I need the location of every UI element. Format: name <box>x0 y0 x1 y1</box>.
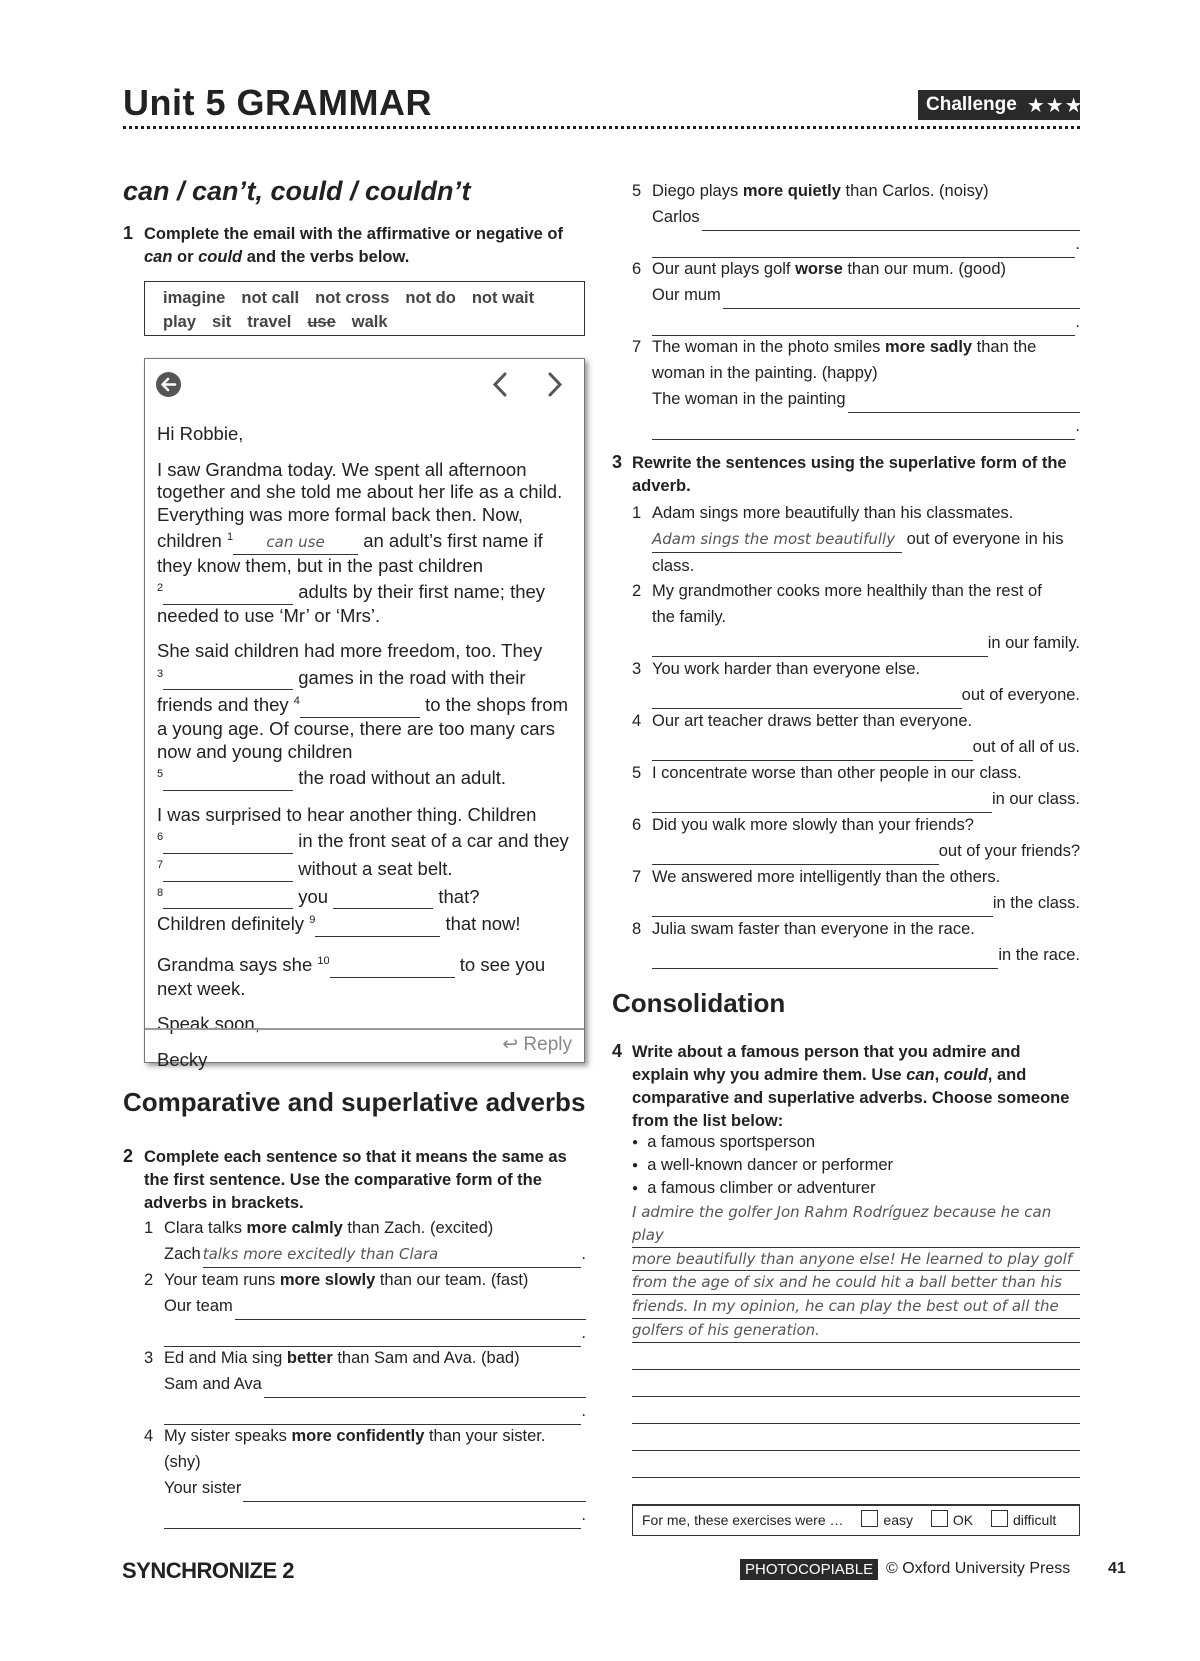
item-text: The woman in the photo smiles <box>652 338 885 356</box>
gap-8a[interactable] <box>163 886 293 910</box>
email-paragraph-2 <box>157 640 577 790</box>
q4-instruction <box>632 1041 1080 1133</box>
gap-number: 6 <box>157 831 164 844</box>
back-arrow-icon[interactable] <box>155 371 182 398</box>
checkbox-easy[interactable] <box>861 1510 878 1527</box>
answer-line[interactable] <box>264 1371 586 1398</box>
chevron-left-icon[interactable] <box>490 371 510 398</box>
email-text: games in the road with their friends and they <box>157 666 526 716</box>
item-number: 3 <box>632 660 642 678</box>
item-start: The woman in the painting <box>652 390 846 408</box>
item-end: out of all of us. <box>972 738 1080 756</box>
gap-number: 9 <box>309 914 316 927</box>
handwritten-answer: Adam sings the most beautifully <box>652 530 896 548</box>
answer-line[interactable] <box>652 413 1075 440</box>
answer-line[interactable] <box>652 682 962 709</box>
item-text: Clara talks <box>164 1219 247 1237</box>
email-text: that? <box>438 885 480 907</box>
bullet-icon: ● <box>632 1137 639 1148</box>
writing-line: golfers of his generation. <box>632 1319 1080 1343</box>
item-end: in the class. <box>992 894 1080 912</box>
feedback-prompt: For me, these exercises were … <box>642 1512 844 1528</box>
item-start: Sam and Ava <box>164 1375 262 1393</box>
q3-item-8 <box>632 916 1080 969</box>
q1-instruction-or: or <box>172 248 199 266</box>
item-start: Your sister <box>164 1479 242 1497</box>
synchronize-logo: SYNCHRONIZE 2 <box>122 1558 294 1583</box>
q3-item-5 <box>632 760 1080 813</box>
gap-8b[interactable] <box>333 886 433 910</box>
item-end: out of everyone in his <box>906 530 1064 548</box>
q3-item-7 <box>632 864 1080 917</box>
item-text: My grandmother cooks more healthily than the rest of <box>652 582 1042 600</box>
writing-line: from the age of six and he could hit a ball better than his <box>632 1271 1080 1295</box>
email-closing: Speak soon, <box>157 1013 260 1035</box>
answer-line[interactable] <box>203 1241 582 1268</box>
bullet-text: a famous sportsperson <box>647 1133 816 1151</box>
item-text: (shy) <box>164 1453 201 1471</box>
email-text: She said children had more freedom, too. They <box>157 640 543 662</box>
checkbox-difficult[interactable] <box>991 1510 1008 1527</box>
email-text: without a seat belt. <box>298 858 453 880</box>
item-text: We answered more intelligently than the others. <box>652 868 1001 886</box>
answer-line[interactable] <box>652 942 998 969</box>
answer-line[interactable] <box>848 386 1080 413</box>
item-end: out of your friends? <box>938 842 1080 860</box>
q2-item-6: 6 Our aunt plays golf worse than our mum. (good) Our mum . <box>632 256 1080 336</box>
item-number: 7 <box>632 868 642 886</box>
email-signature: Becky <box>157 1048 208 1070</box>
item-text: Our aunt plays golf <box>652 260 796 278</box>
item-text: than the <box>972 338 1037 356</box>
q3-number: 3 <box>612 452 623 472</box>
gap-number: 4 <box>293 695 300 708</box>
word: play <box>163 313 197 331</box>
gap-1-answer: can use <box>266 533 325 552</box>
answer-line[interactable] <box>652 526 902 553</box>
word-box <box>144 281 585 336</box>
email-greeting: Hi Robbie, <box>157 423 244 444</box>
q4-instruction-can: can <box>906 1066 935 1084</box>
challenge-stars: ★★★ <box>1026 94 1084 117</box>
answer-line[interactable] <box>702 204 1080 231</box>
email-text: that now! <box>445 913 521 935</box>
bullet-icon: ● <box>632 1183 639 1194</box>
gap-number: 3 <box>157 667 164 680</box>
q1-instruction-could: could <box>198 248 243 266</box>
item-text: Adam sings more beautifully than his classmates. <box>652 504 1014 522</box>
item-number: 6 <box>632 260 642 278</box>
feedback-box <box>632 1505 1080 1536</box>
challenge-badge <box>918 90 1084 120</box>
answer-line[interactable] <box>652 838 939 865</box>
item-text: than Carlos. (noisy) <box>840 182 989 200</box>
word: travel <box>247 313 292 331</box>
email-window <box>144 358 585 1070</box>
gap-1[interactable] <box>233 530 358 555</box>
answer-line[interactable] <box>243 1475 586 1502</box>
word: not wait <box>471 289 535 307</box>
item-text: Diego plays <box>652 182 743 200</box>
email-text: to the shops from a young age. Of course, there are too many cars now and young children <box>157 694 568 762</box>
chevron-right-icon[interactable] <box>545 371 565 398</box>
item-number: 4 <box>144 1427 154 1445</box>
gap-4[interactable] <box>300 695 420 719</box>
item-number: 5 <box>632 764 642 782</box>
writing-line: more beautifully than anyone else! He learned to play golf <box>632 1248 1080 1272</box>
item-bold: more confidently <box>291 1427 425 1445</box>
q2-item-3: 3 Ed and Mia sing better than Sam and Ava. (bad) Sam and Ava . <box>144 1345 586 1425</box>
item-start: Zach <box>164 1245 201 1263</box>
list-item <box>632 1154 893 1177</box>
answer-line[interactable] <box>652 630 988 657</box>
item-start: Our team <box>164 1297 233 1315</box>
item-bold: more calmly <box>246 1219 343 1237</box>
email-text: Grandma says she <box>157 954 313 976</box>
item-bold: more quietly <box>742 182 841 200</box>
section2-heading: Comparative and superlative adverbs <box>123 1087 586 1117</box>
gap-6[interactable] <box>163 830 293 854</box>
writing-line <box>632 1370 1080 1397</box>
email-text: I saw Grandma today. We spent all afternoon together and she told me about her life as a child. Everything was more formal back then. Now, children <box>157 458 563 552</box>
item-text: Your team runs <box>164 1271 280 1289</box>
checkbox-ok[interactable] <box>931 1510 948 1527</box>
writing-line: friends. In my opinion, he can play the best out of all the <box>632 1295 1080 1319</box>
item-number: 2 <box>144 1271 154 1289</box>
item-end: in our family. <box>987 634 1080 652</box>
item-text: than your sister. <box>424 1427 546 1445</box>
page-number: 41 <box>1108 1560 1126 1577</box>
reply-button[interactable] <box>145 1028 584 1062</box>
item-text: than Zach. (excited) <box>342 1219 494 1237</box>
q1-instruction <box>144 223 584 269</box>
item-end: in the race. <box>998 946 1080 964</box>
q3-item-6 <box>632 812 1080 865</box>
item-text: than our team. (fast) <box>375 1271 529 1289</box>
gap-7[interactable] <box>163 858 293 882</box>
gap-number: 1 <box>226 531 234 543</box>
item-number: 7 <box>632 338 642 356</box>
reply-label: Reply <box>523 1034 572 1055</box>
gap-number: 5 <box>157 768 164 781</box>
challenge-label: Challenge <box>926 94 1017 115</box>
q4-instruction-comma: , <box>934 1066 944 1084</box>
word: not do <box>405 289 456 307</box>
email-text: to see you next week. <box>157 954 546 999</box>
photocopiable-badge: PHOTOCOPIABLE <box>740 1559 878 1580</box>
q2-instruction: Complete each sentence so that it means the same as the first sentence. Use the comparative form of the adverbs in brackets. <box>144 1148 567 1212</box>
email-text: I was surprised to hear another thing. Children <box>157 803 537 825</box>
email-paragraph-4 <box>157 950 577 1000</box>
item-text: Ed and Mia sing <box>164 1349 287 1367</box>
answer-line[interactable] <box>164 1398 581 1425</box>
writing-line <box>632 1451 1080 1478</box>
q2-item-2: 2 Your team runs more slowly than our team. (fast) Our team . <box>144 1267 586 1347</box>
item-number: 4 <box>632 712 642 730</box>
q3-item-3 <box>632 656 1080 709</box>
item-start: Our mum <box>652 286 721 304</box>
answer-line[interactable] <box>652 231 1075 258</box>
word: imagine <box>163 289 226 307</box>
word: walk <box>351 313 388 331</box>
answer-line[interactable] <box>164 1502 581 1529</box>
option-label: easy <box>883 1512 913 1528</box>
consolidation-heading: Consolidation <box>612 988 786 1018</box>
item-number: 5 <box>632 182 642 200</box>
reply-icon: ↩ <box>502 1034 519 1055</box>
item-text: Julia swam faster than everyone in the race. <box>652 920 975 938</box>
answer-line[interactable] <box>235 1293 586 1320</box>
gap-number: 7 <box>157 858 164 871</box>
answer-line[interactable] <box>164 1320 581 1347</box>
item-number: 8 <box>632 920 642 938</box>
writing-line <box>632 1424 1080 1451</box>
email-text: an adult’s first name if they know them, but in the past children <box>157 530 543 576</box>
q1-instruction-text: Complete the email with the affirmative or negative of <box>144 225 564 243</box>
q2-item-5: 5 Diego plays more quietly than Carlos. (noisy) Carlos . <box>632 178 1080 258</box>
q3-item-2 <box>632 578 1080 657</box>
item-text: I concentrate worse than other people in our class. <box>652 764 1022 782</box>
answer-line[interactable] <box>652 786 992 813</box>
writing-line <box>632 1478 1080 1505</box>
gap-number: 2 <box>157 582 164 595</box>
item-bold: better <box>286 1349 333 1367</box>
item-end: in our class. <box>991 790 1080 808</box>
email-text: adults by their first name; they needed to use ‘Mr’ or ‘Mrs’. <box>157 581 546 626</box>
item-bold: more slowly <box>279 1271 376 1289</box>
copyright: © Oxford University Press <box>886 1560 1071 1577</box>
item-number: 1 <box>144 1219 154 1237</box>
gap-number: 8 <box>157 886 164 899</box>
email-text: Children definitely <box>157 913 305 935</box>
item-end: out of everyone. <box>961 686 1080 704</box>
q3-item-4 <box>632 708 1080 761</box>
item-number: 2 <box>632 582 642 600</box>
word: not call <box>241 289 300 307</box>
handwritten-answer: talks more excitedly than Clara <box>202 1245 439 1263</box>
answer-line[interactable] <box>723 282 1080 309</box>
email-text: in the front seat of a car and they <box>298 830 569 852</box>
q4-instruction-end: , and comparative and superlative adverbs. Choose someone from the list below: <box>632 1066 1070 1130</box>
q2-item-4: 4 My sister speaks more confidently than your sister. (shy) Your sister . <box>144 1423 586 1529</box>
item-text: the family. <box>652 608 726 626</box>
word: sit <box>212 313 232 331</box>
email-paragraph-1 <box>157 459 577 628</box>
list-item <box>632 1131 893 1154</box>
writing-line <box>632 1343 1080 1370</box>
item-text: You work harder than everyone else. <box>652 660 921 678</box>
q2-item-7: 7 The woman in the photo smiles more sadly than the woman in the painting. (happy) The woman in the painting . <box>632 334 1080 440</box>
page-title: Unit 5 GRAMMAR <box>123 82 432 123</box>
word: not cross <box>315 289 390 307</box>
item-text: than our mum. (good) <box>842 260 1007 278</box>
writing-line <box>632 1397 1080 1424</box>
item-number: 3 <box>144 1349 154 1367</box>
email-body <box>157 423 577 1084</box>
item-text: woman in the painting. (happy) <box>652 364 878 382</box>
q2-number: 2 <box>123 1146 134 1166</box>
q1-instruction-end: and the verbs below. <box>242 248 410 266</box>
item-text: than Sam and Ava. (bad) <box>332 1349 520 1367</box>
gap-5[interactable] <box>163 767 293 791</box>
q3-instruction: Rewrite the sentences using the superlative form of the adverb. <box>632 454 1067 495</box>
word-row-1 <box>163 286 566 310</box>
item-number: 6 <box>632 816 642 834</box>
item-text: Our art teacher draws better than everyone. <box>652 712 973 730</box>
answer-line[interactable] <box>652 890 993 917</box>
answer-line[interactable] <box>652 309 1075 336</box>
q4-instruction-could: could <box>943 1066 988 1084</box>
q2-item-1: 1 Clara talks more calmly than Zach. (excited) Zach talks more excitedly than Clara . <box>144 1215 586 1268</box>
writing-line: I admire the golfer Jon Rahm Rodríguez because he can play <box>632 1201 1080 1248</box>
email-text: you <box>298 885 329 907</box>
answer-line[interactable] <box>652 734 973 761</box>
bullet-text: a well-known dancer or performer <box>647 1156 893 1174</box>
option-label: difficult <box>1013 1512 1057 1528</box>
item-end: class. <box>652 557 695 575</box>
gap-2[interactable] <box>163 581 293 605</box>
bullet-icon: ● <box>632 1160 639 1171</box>
item-text: Did you walk more slowly than your friends? <box>652 816 974 834</box>
gap-3[interactable] <box>163 667 293 691</box>
list-item <box>632 1177 893 1200</box>
q4-instruction-text: Write about a famous person that you admire and explain why you admire them. Use <box>632 1043 1021 1084</box>
gap-9[interactable] <box>315 913 440 937</box>
item-number: 1 <box>632 504 642 522</box>
item-text: My sister speaks <box>164 1427 292 1445</box>
q3-item-1 <box>632 500 1080 579</box>
q4-number: 4 <box>612 1041 623 1061</box>
item-bold: worse <box>795 260 843 278</box>
q1-number: 1 <box>123 223 134 243</box>
email-text: the road without an adult. <box>298 767 507 789</box>
q1-instruction-can: can <box>144 248 173 266</box>
bullet-text: a famous climber or adventurer <box>647 1179 876 1197</box>
word-used: use <box>307 313 336 331</box>
header-divider <box>123 126 1080 129</box>
gap-10[interactable] <box>330 954 455 978</box>
gap-number: 10 <box>317 954 330 967</box>
option-label: OK <box>952 1512 974 1528</box>
email-paragraph-3 <box>157 804 577 937</box>
item-start: Carlos <box>652 208 700 226</box>
section1-heading: can / can’t, could / couldn’t <box>123 176 471 206</box>
item-bold: more sadly <box>884 338 973 356</box>
q4-writing-area[interactable] <box>632 1201 1080 1505</box>
q4-bullet-list <box>632 1131 893 1200</box>
word-row-2 <box>163 310 566 334</box>
